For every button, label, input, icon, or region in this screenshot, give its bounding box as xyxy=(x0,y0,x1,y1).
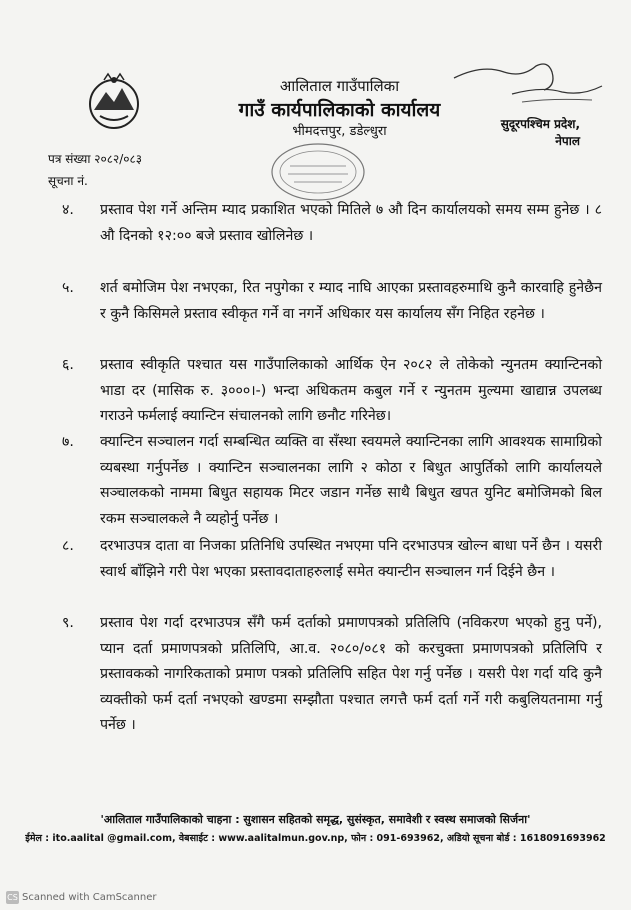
signature-icon xyxy=(452,56,607,116)
scanner-watermark xyxy=(6,891,157,904)
item-text: शर्त बमोजिम पेश नभएका, रित नपुगेका र म्याद नाघि आएका प्रस्तावहरुमाथि कुनै कारवाहि हुनेछैन र कुनै किसिमले प्रस्ताव स्वीकृत गर्ने वा नगर्ने अधिकार यस कार्यालय सँग निहित रहनेछ । xyxy=(100,280,602,322)
item-number: ९. xyxy=(62,615,74,631)
province-block xyxy=(468,116,580,150)
list-item xyxy=(62,534,602,585)
item-text: प्रस्ताव स्वीकृति पश्चात यस गाउँपालिकाको आर्थिक ऐन २०८२ ले तोकेको न्युनतम क्यान्टिनको भाडा दर (मासिक रु. ३०००।-) भन्दा अधिकतम कबुल गर्ने र न्युनतम मुल्यमा खाद्यान्न उपलब्ध गराउने फर्मलाई क्यान्टिन संचालनको लागि छनौट गरिनेछ। xyxy=(100,357,602,424)
office-stamp-icon xyxy=(268,140,368,204)
item-text: प्रस्ताव पेश गर्दा दरभाउपत्र सँगै फर्म दर्ताको प्रमाणपत्रको प्रतिलिपि (नविकरण भएको हुनु पर्ने), प्यान दर्ता प्रमाणपत्रको प्रतिलिपि, आ.व. २०८०/०८१ को करचुक्ता प्रमाणपत्रको प्रतिलिपि र प्रस्तावकको नागरिकताको प्रमाण पत्रको प्रतिलिपि सहित पेश गर्नु पर्नेछ । यसरी पेश गर्दा यदि कुनै व्यक्तीको फर्म दर्ता नभएको खण्डमा सम्झौता पश्चात लगत्तै फर्म दर्ता गर्ने गरी कबुलियतनामा गर्नु पर्नेछ । xyxy=(100,615,602,733)
list-item xyxy=(62,276,602,327)
list-item xyxy=(62,198,602,249)
item-number: ८. xyxy=(62,538,74,554)
country-line: नेपाल xyxy=(555,134,580,148)
notice-number: सूचना नं. xyxy=(48,174,88,188)
office-location: भीमदत्तपुर, डडेल्धुरा xyxy=(292,124,387,139)
item-number: ५. xyxy=(62,280,74,296)
item-number: ७. xyxy=(62,434,74,450)
office-title: गाउँ कार्यपालिकाको कार्यालय xyxy=(238,99,441,121)
camscanner-icon: CS xyxy=(7,893,18,902)
municipality-name: आलिताल गाउँपालिका xyxy=(279,77,400,95)
item-text: प्रस्ताव पेश गर्ने अन्तिम म्याद प्रकाशित भएको मितिले ७ औ दिन कार्यालयको समय सम्म हुनेछ । ८ औ दिनको १२:०० बजे प्रस्ताव खोलिनेछ । xyxy=(100,202,602,244)
reference-number: पत्र संख्या २०८२/०८३ xyxy=(48,152,142,166)
item-number: ४. xyxy=(62,202,74,218)
list-item xyxy=(62,353,602,430)
list-item xyxy=(62,430,602,532)
province-line: सुदूरपश्चिम प्रदेश, xyxy=(500,117,580,131)
item-text: दरभाउपत्र दाता वा निजका प्रतिनिधि उपस्थित नभएमा पनि दरभाउपत्र खोल्न बाधा पर्ने छैन । यसरी स्वार्थ बाँझिने गरी पेश भएका प्रस्तावदाताहरुलाई समेत क्यान्टीन सञ्चालन गर्न दिईने छैन । xyxy=(100,538,602,580)
scanner-text: Scanned with CamScanner xyxy=(22,892,157,903)
list-item xyxy=(62,611,602,739)
item-text: क्यान्टिन सञ्चालन गर्दा सम्बन्धित व्यक्ति वा सँस्था स्वयमले क्यान्टिनका लागि आवश्यक सामाग्रिको व्यबस्था गर्नुपर्नेछ । क्यान्टिन सञ्चालनका लागि २ कोठा र बिधुत आपुर्तिको लागि कार्यालयले सञ्चालकको नाममा बिधुत सहायक मिटर जडान गर्नेछ साथै बिधुत खपत युनिट बमोजिमको बिल रकम सञ्चालकले नै व्यहोर्नु पर्नेछ । xyxy=(100,434,602,527)
footer-contact: ईमेल : ito.aalital @gmail.com, वेबसाईट : www.aalitalmun.gov.np, फोन : 091-693962, अडियो सूचना बोर्ड : 1618091693962 xyxy=(25,833,606,844)
footer-slogan: 'आलिताल गाउँपालिकाको चाहना : सुशासन सहितको समृद्ध, सुसंस्कृत, समावेशी र स्वस्थ समाजको सिर्जना' xyxy=(100,813,531,826)
item-number: ६. xyxy=(62,357,74,373)
